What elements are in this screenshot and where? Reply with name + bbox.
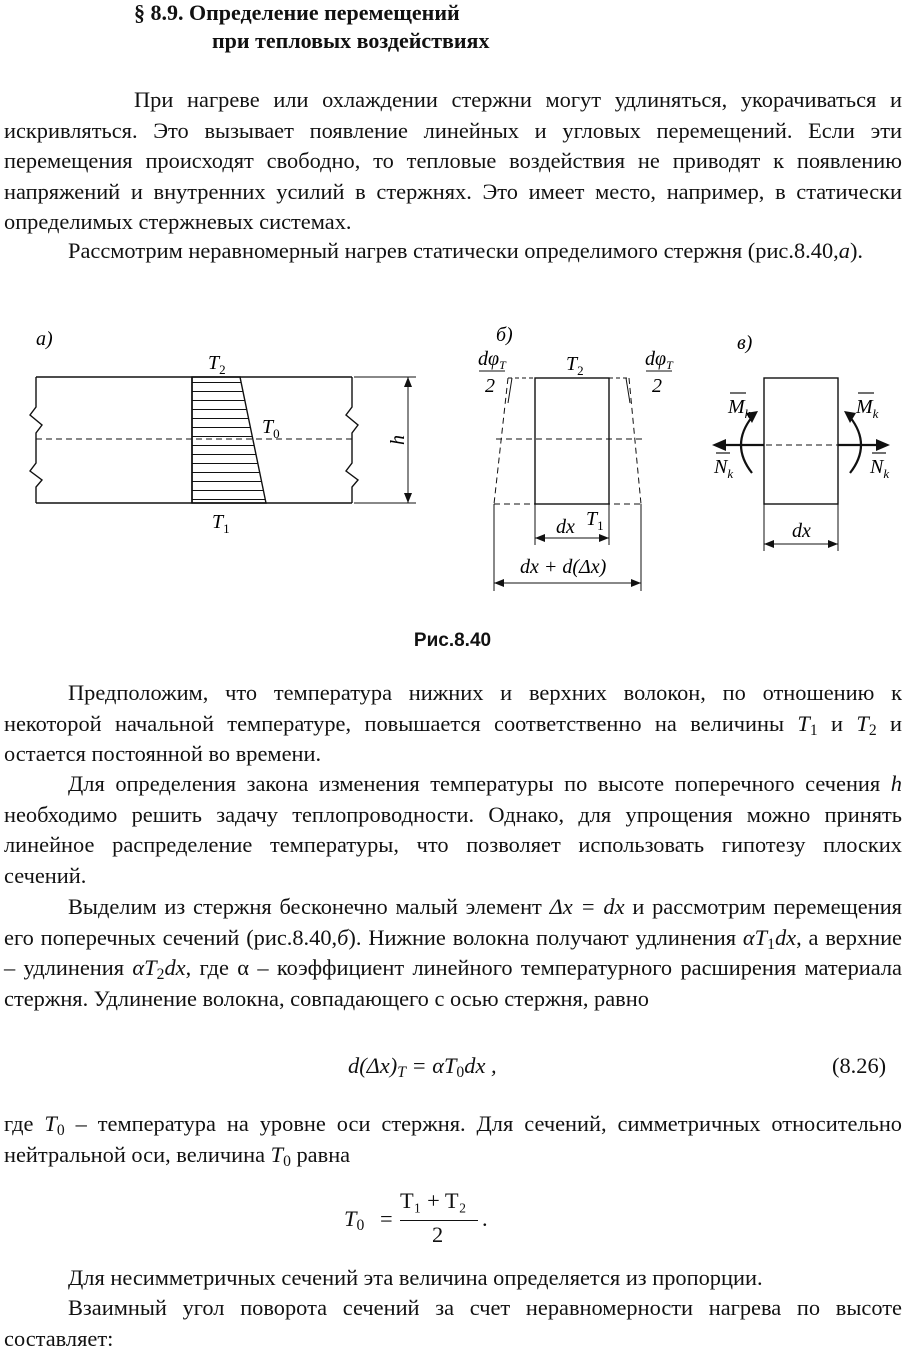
label-N-right: $N_k$ <box>870 456 890 481</box>
paragraph-intro: При нагреве или охлаждении стержни могут удлиняться, укорачиваться и искривляться. Это вызывает появление линейных и угловых перемещений. Если эти перемещения происходят свободно, то тепловые воздействия не приводят к появлению напряжений и внутренних усилий в стержнях. Это имеет место, например, в статически определимых стержневых системах. <box>4 87 902 234</box>
break-line-left <box>30 377 42 503</box>
paragraph-assume: Предположим, что температура нижних и верхних волокон, по отношению к некоторой начальной температуре, повышается соответственно на величины $T_1$ и $T_2$ и остается постоянной во времени. <box>4 680 902 766</box>
figure-8-40 <box>0 315 905 615</box>
paragraph-temperature-law: Для определения закона изменения температуры по высоте поперечного сечения h необходимо решить задачу теплопроводности. Однако, для упрощения можно принять линейное распределение температуры, что позволяет использовать гипотезу плоских сечений. <box>4 771 902 888</box>
label-M-right: $M_k$ <box>856 396 879 421</box>
label-b-dx: dx <box>556 516 575 538</box>
label-M-left: $M_k$ <box>728 396 751 421</box>
panel-a <box>30 328 416 536</box>
label-dphi-left: $d\varphi_T$ <box>478 348 506 372</box>
section-title-line-1: § 8.9. Определение перемещений <box>134 0 460 25</box>
equation-number-8-26: (8.26) <box>832 1053 887 1078</box>
svg-text:2: 2 <box>485 375 495 397</box>
paragraph-t0-def: где $T_0$ – температура на уровне оси стержня. Для сечений, симметричных относительно нейтральной оси, величина $T_0$ равна <box>4 1111 903 1170</box>
equation-t0-eq: = <box>380 1206 393 1231</box>
break-line-right <box>346 377 358 503</box>
label-T1: $T_1$ <box>212 511 230 536</box>
paragraph-asymmetric: Для несимметричных сечений эта величина определяется из пропорции. <box>68 1265 763 1290</box>
temperature-diagram <box>192 377 266 503</box>
label-T2: $T_2$ <box>208 352 226 377</box>
panel-b-label: б) <box>496 324 513 346</box>
label-v-dx: dx <box>792 520 811 542</box>
element-dx <box>535 378 609 504</box>
paragraph-element: Выделим из стержня бесконечно малый элемент Δx = dx и рассмотрим перемещения его поперечных сечений (рис.8.40,б). Нижние волокна получают удлинения $\alpha T_1dx$, а верхние – удлинения $\alpha T_2dx$, где α – коэффициент линейного температурного расширения материала стержня. Удлинение волокна, совпадающего с осью стержня, равно <box>4 894 902 1011</box>
paragraph-rotation: Взаимный угол поворота сечений за счет неравномерности нагрева по высоте составляет: <box>4 1295 902 1351</box>
label-N-left: $N_k$ <box>714 456 734 481</box>
equation-8-26: $d(\Delta x)_T = \alpha T_0dx$ , <box>348 1053 497 1081</box>
svg-text:2: 2 <box>652 375 662 397</box>
label-b-T2: $T_2$ <box>566 353 584 378</box>
fraction-denominator: 2 <box>432 1222 444 1247</box>
panel-v <box>712 332 890 551</box>
equation-t0-end: . <box>482 1206 488 1231</box>
p2-figure-ref: а <box>838 238 850 263</box>
paragraph-consider <box>4 236 902 267</box>
label-b-T1: $T_1$ <box>586 508 604 533</box>
label-dphi-right: $d\varphi_T$ <box>645 348 673 372</box>
panel-b <box>478 324 674 591</box>
label-h: h <box>387 435 409 445</box>
element-v <box>764 378 838 504</box>
label-b-dx-total: dx + d(Δx) <box>520 556 607 578</box>
fraction-numerator: T₁ + T₂ <box>400 1188 467 1213</box>
section-title-line-2: при тепловых воздействиях <box>212 28 490 53</box>
p2-end: ). <box>849 238 864 263</box>
panel-v-label: в) <box>737 332 753 354</box>
figure-caption: Рис.8.40 <box>413 630 492 651</box>
p2-text: Рассмотрим неравномерный нагрев статически определимого стержня (рис.8.40, <box>68 238 839 263</box>
equation-t0-lhs: $T_0$ <box>344 1206 365 1234</box>
label-T0: $T_0$ <box>262 416 280 441</box>
panel-a-label: а) <box>36 328 53 350</box>
